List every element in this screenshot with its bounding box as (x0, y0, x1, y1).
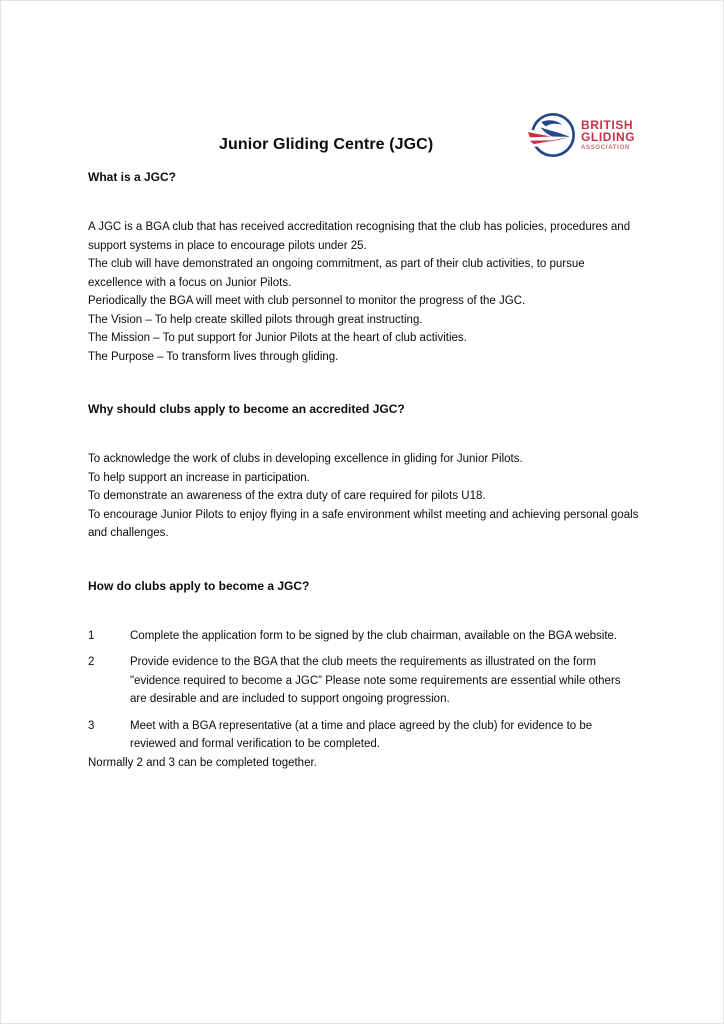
logo-word-association: ASSOCIATION (581, 145, 630, 152)
heading-how-apply: How do clubs apply to become a JGC? (88, 578, 310, 593)
item-number: 1 (88, 629, 95, 642)
item-text: Meet with a BGA representative (at a time and place agreed by the club) for evidence to be reviewed and formal verification to be completed. (130, 719, 593, 750)
item-number: 3 (88, 719, 95, 732)
numbered-item-1 (88, 627, 640, 646)
heading-why-apply: Why should clubs apply to become an accredited JGC? (88, 402, 405, 416)
page-title: Junior Gliding Centre (JGC) (219, 136, 434, 153)
paragraph: To encourage Junior Pilots to enjoy flying in a safe environment whilst meeting and achieving personal goals and challenges. (88, 508, 639, 539)
paragraph: To acknowledge the work of clubs in developing excellence in gliding for Junior Pilots. (88, 453, 523, 465)
numbered-item-3 (88, 717, 640, 754)
paragraph: To help support an increase in participation. (88, 471, 310, 484)
item-number: 2 (88, 656, 95, 668)
item-text: Provide evidence to the BGA that the club meets the requirements as illustrated on the form "evidence required to become a JGC” Please note some requirements are essential while others are desirable and are included to support ongoing progression. (130, 656, 621, 705)
paragraph: Periodically the BGA will meet with club personnel to monitor the progress of the JGC. (88, 295, 526, 307)
item-text: Complete the application form to be signed by the club chairman, available on the BGA website. (130, 629, 618, 642)
heading-what-is-a-jgc: What is a JGC? (88, 170, 177, 184)
numbered-item-2 (88, 653, 640, 709)
document-body (88, 0, 640, 772)
logo-word-british: BRITISH (581, 117, 634, 132)
logo-word-gliding: GLIDING (581, 130, 636, 145)
paragraph-vision: The Vision – To help create skilled pilots through great instructing. (88, 313, 423, 326)
paragraph: To demonstrate an awareness of the extra duty of care required for pilots U18. (88, 490, 486, 502)
paragraph: A JGC is a BGA club that has received accreditation recognising that the club has policies, procedures and support systems in place to encourage pilots under 25. (88, 221, 631, 252)
footer-note: Normally 2 and 3 can be completed together. (88, 756, 317, 769)
paragraph-purpose: The Purpose – To transform lives through gliding. (88, 350, 339, 363)
paragraph: The club will have demonstrated an ongoing commitment, as part of their club activities, to pursue excellence with a focus on Junior Pilots. (88, 258, 585, 289)
paragraph-mission: The Mission – To put support for Junior Pilots at the heart of club activities. (88, 332, 467, 344)
